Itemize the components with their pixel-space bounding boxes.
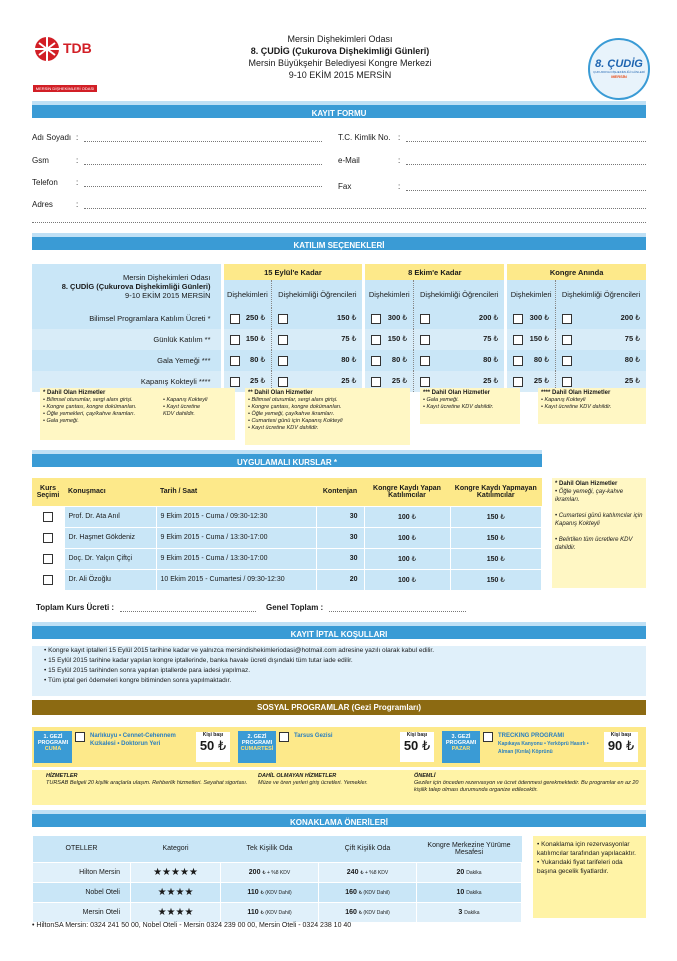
katilim-option[interactable]: 80 ₺ xyxy=(556,350,646,371)
gezi-price: 90 ₺ xyxy=(604,738,638,754)
checkbox[interactable] xyxy=(230,314,240,324)
kurs-row xyxy=(32,527,542,548)
katilim-row xyxy=(32,329,646,350)
note-3: *** Dahil Olan Hizmetler • Gala yemeği. • Kayıt ücretine KDV dahildir. xyxy=(420,388,520,424)
katilim-option[interactable]: 150 ₺ xyxy=(272,308,364,329)
kurslar-side-note: * Dahil Olan Hizmetler • Öğle yemeği, çay-kahve ikramları. • Cumartesi günü katılımcılar için Kapanış Kokteyli • Belirtilen tüm ücretlere KDV dahildir. xyxy=(552,478,646,588)
checkbox[interactable] xyxy=(420,377,430,387)
checkbox[interactable] xyxy=(420,356,430,366)
kurs-checkbox[interactable] xyxy=(43,533,53,543)
katilim-option[interactable]: 200 ₺ xyxy=(556,308,646,329)
field-telefon[interactable]: Telefon : xyxy=(32,178,322,187)
checkbox[interactable] xyxy=(230,356,240,366)
otel-name: Nobel Oteli xyxy=(33,882,131,902)
iptal-item: • 15 Eylül 2015 tarihinden sonra yapılan iptallerde para iadesi yapılmaz. xyxy=(44,667,251,674)
kurs-price-b: 150 ₺ xyxy=(487,535,505,542)
kurs-row xyxy=(32,548,542,569)
tdb-logo-sub: MERSİN DİŞHEKİMLERİ ODASI xyxy=(33,85,97,92)
kurs-price-b: 150 ₺ xyxy=(487,577,505,584)
katilim-intro: Mersin Dişhekimleri Odası 8. ÇUDİG (Çukurova Dişhekimliği Günleri) 9-10 EKİM 2015 MERSİN xyxy=(32,264,222,308)
checkbox[interactable] xyxy=(562,335,572,345)
sub-dishekimleri: Dişhekimleri xyxy=(506,280,556,308)
header-org: Mersin Dişhekimleri Odası xyxy=(287,34,393,44)
tdb-logo xyxy=(33,33,97,97)
kurs-price-a: 100 ₺ xyxy=(398,556,416,563)
checkbox[interactable] xyxy=(371,314,381,324)
konaklama-header: KONAKLAMA ÖNERİLERİ xyxy=(32,810,646,827)
cudig-logo xyxy=(588,38,650,100)
konaklama-side-note: • Konaklama için rezervasyonlar katılımcılar tarafından yapılacaktır. • Yukarıdaki fiyat tarifeleri oda başına gecelik fiyatlardır. xyxy=(533,836,646,918)
iptal-item: • Kongre kayıt iptalleri 15 Eylül 2015 tarihine kadar ve yalnızca mersindishekimleriodasi@hotmail.com adresine yazılı olarak kabul edilir. xyxy=(44,647,435,654)
katilim-option[interactable]: 80 ₺ xyxy=(364,350,414,371)
checkbox[interactable] xyxy=(513,314,523,324)
checkbox[interactable] xyxy=(371,335,381,345)
katilim-option[interactable]: 300 ₺ xyxy=(506,308,556,329)
kurs-price-a: 100 ₺ xyxy=(398,535,416,542)
sosyal-header: SOSYAL PROGRAMLAR (Gezi Programları) xyxy=(32,700,646,715)
konaklama-table: OTELLER Kategori Tek Kişilik Oda Çift Kişilik Oda Kongre Merkezine Yürüme Mesafesi Hilton Mersin ★★★★★ 200 ₺ + %8 KDV 240 ₺ + %8 KDV 20 Dakika Nobel Oteli ★★★★ 110 ₺ (KDV Dahil) 160 ₺ (KDV Dahil) 10 Dakika Mersin Oteli ★★★★ 110 ₺ (KDV Dahil) 160 ₺ (KDV Dahil) 3 Dakika xyxy=(32,836,522,923)
checkbox[interactable] xyxy=(513,335,523,345)
gezi-checkbox[interactable] xyxy=(483,732,493,742)
kurs-date: 9 Ekim 2015 - Cuma / 13:30-17:00 xyxy=(156,527,316,548)
gezi-day: CUMA xyxy=(44,746,62,752)
kayit-formu-header: KAYIT FORMU xyxy=(32,101,646,118)
kurs-row xyxy=(32,506,542,527)
iptal-item: • 15 Eylül 2015 tarihine kadar yapılan kongre iptallerinde, banka havale ücreti dışındaki tüm tutar iade edilir. xyxy=(44,657,353,664)
otel-phones: • HiltonSA Mersin: 0324 241 50 00, Nobel Oteli - Mersin 0324 239 00 00, Mersin Oteli - 0324 238 10 40 xyxy=(32,922,352,929)
kurs-price-a: 100 ₺ xyxy=(398,514,416,521)
katilim-option[interactable]: 150 ₺ xyxy=(506,329,556,350)
katilim-option[interactable]: 300 ₺ xyxy=(364,308,414,329)
katilim-row xyxy=(32,308,646,329)
katilim-option[interactable]: 25 ₺ xyxy=(506,371,556,392)
katilim-table xyxy=(32,264,646,392)
field-gsm[interactable]: Gsm : xyxy=(32,156,322,165)
otel-name: Mersin Oteli xyxy=(33,902,131,922)
gezi-tag: 3. GEZİ PROGRAMI xyxy=(445,734,477,746)
kurs-price-a: 100 ₺ xyxy=(398,577,416,584)
gezi-price-label: Kişi başı xyxy=(202,732,224,738)
checkbox[interactable] xyxy=(230,377,240,387)
kurs-row xyxy=(32,569,542,590)
star-rating-icon: ★★★★ xyxy=(131,882,221,902)
group-15-eylul: 15 Eylül'e Kadar xyxy=(222,264,364,280)
gezi-price: 50 ₺ xyxy=(196,738,230,754)
gezi-program-1[interactable] xyxy=(32,729,232,765)
gezi-price-label: Kişi başı xyxy=(406,732,428,738)
sub-dishekimleri: Dişhekimleri xyxy=(222,280,272,308)
gezi-day: PAZAR xyxy=(451,746,471,752)
katilim-option[interactable]: 150 ₺ xyxy=(222,329,272,350)
iptal-header: KAYIT İPTAL KOŞULLARI xyxy=(32,622,646,639)
katilim-option[interactable]: 75 ₺ xyxy=(414,329,506,350)
katilim-option[interactable]: 80 ₺ xyxy=(272,350,364,371)
header-venue: Mersin Büyükşehir Belediyesi Kongre Merkezi xyxy=(248,58,432,68)
checkbox[interactable] xyxy=(562,314,572,324)
katilim-row-label: Günlük Katılım ** xyxy=(32,329,222,350)
checkbox[interactable] xyxy=(278,314,288,324)
otel-name: Hilton Mersin xyxy=(33,862,131,882)
checkbox[interactable] xyxy=(420,314,430,324)
katilim-row xyxy=(32,350,646,371)
header-event: 8. ÇUDİG (Çukurova Dişhekimliği Günleri) xyxy=(250,46,430,56)
otel-row: Hilton Mersin ★★★★★ 200 ₺ + %8 KDV 240 ₺ + %8 KDV 20 Dakika xyxy=(33,862,522,882)
katilim-option[interactable]: 250 ₺ xyxy=(222,308,272,329)
kurs-speaker: Dr. Haşmet Gökdeniz xyxy=(64,527,156,548)
kurs-speaker: Prof. Dr. Ata Anıl xyxy=(64,506,156,527)
kurs-kontenjan: 30 xyxy=(316,527,364,548)
field-adres[interactable]: Adres : xyxy=(32,200,646,209)
checkbox[interactable] xyxy=(278,356,288,366)
cudig-logo-city: MERSİN xyxy=(611,74,627,79)
checkbox[interactable] xyxy=(513,356,523,366)
kurs-date: 9 Ekim 2015 - Cuma / 13:30-17:00 xyxy=(156,548,316,569)
kurslar-table: Kurs Seçimi Konuşmacı Tarih / Saat Kontenjan Kongre Kaydı Yapan Katılımcılar Kongre Kaydı Yapmayan Katılımcılar Prof. Dr. Ata Anıl 9 Ekim 2015 - Cuma / 09:30-12:30 30 100 ₺ 150 ₺ Dr. Haşmet Gökdeniz 9 Ekim 2015 - Cuma / 13:30-17:00 30 100 ₺ 150 ₺ Doç. Dr. Yalçın Çiftçi 9 Ekim 2015 - Cuma / 13:30-17:00 30 100 ₺ 150 ₺ Dr. Ali Özoğlu 10 Ekim 2015 - Cumartesi / 09:30-12:30 20 100 ₺ 150 ₺ xyxy=(32,478,542,591)
kurs-price-b: 150 ₺ xyxy=(487,556,505,563)
otel-row: Nobel Oteli ★★★★ 110 ₺ (KDV Dahil) 160 ₺ (KDV Dahil) 10 Dakika xyxy=(33,882,522,902)
katilim-option[interactable]: 25 ₺ xyxy=(272,371,364,392)
katilim-option[interactable]: 150 ₺ xyxy=(364,329,414,350)
kurs-kontenjan: 20 xyxy=(316,569,364,590)
katilim-row-label: Bilimsel Programlara Katılım Ücreti * xyxy=(32,308,222,329)
gezi-checkbox[interactable] xyxy=(279,732,289,742)
sub-ogrenciler: Dişhekimliği Öğrencileri xyxy=(556,280,646,308)
kurs-checkbox[interactable] xyxy=(43,575,53,585)
iptal-list xyxy=(32,646,646,696)
katilim-header: KATILIM SEÇENEKLERİ xyxy=(32,233,646,250)
otel-row: Mersin Oteli ★★★★ 110 ₺ (KDV Dahil) 160 ₺ (KDV Dahil) 3 Dakika xyxy=(33,902,522,922)
checkbox[interactable] xyxy=(278,377,288,387)
star-rating-icon: ★★★★★ xyxy=(131,862,221,882)
katilim-option[interactable]: 75 ₺ xyxy=(272,329,364,350)
kurs-date: 10 Ekim 2015 - Cumartesi / 09:30-12:30 xyxy=(156,569,316,590)
checkbox[interactable] xyxy=(562,356,572,366)
gezi-checkbox[interactable] xyxy=(75,732,85,742)
kurs-speaker: Dr. Ali Özoğlu xyxy=(64,569,156,590)
kurs-kontenjan: 30 xyxy=(316,506,364,527)
header-text xyxy=(180,33,500,81)
field-adi-soyadi[interactable]: Adı Soyadı : xyxy=(32,133,322,142)
cudig-logo-sub: ÇUKUROVA DİŞHEKİMLİĞİ GÜNLERİ xyxy=(593,70,645,74)
katilim-option[interactable]: 25 ₺ xyxy=(556,371,646,392)
header-dates: 9-10 EKİM 2015 MERSİN xyxy=(288,70,392,80)
field-tc-kimlik[interactable]: T.C. Kimlik No. : xyxy=(338,133,646,142)
cudig-logo-text: 8. ÇUDİG xyxy=(595,58,643,70)
checkbox[interactable] xyxy=(371,377,381,387)
kurs-date: 9 Ekim 2015 - Cuma / 09:30-12:30 xyxy=(156,506,316,527)
gezi-price: 50 ₺ xyxy=(400,738,434,754)
katilim-option[interactable]: 75 ₺ xyxy=(556,329,646,350)
gezi-text: TRECKING PROGRAMI xyxy=(498,733,564,739)
sub-ogrenciler: Dişhekimliği Öğrencileri xyxy=(272,280,364,308)
tdb-logo-text: TDB xyxy=(63,40,92,56)
star-rating-icon: ★★★★ xyxy=(131,902,221,922)
katilim-row-label: Gala Yemeği *** xyxy=(32,350,222,371)
katilim-option[interactable]: 80 ₺ xyxy=(414,350,506,371)
kurs-checkbox[interactable] xyxy=(43,512,53,522)
checkbox[interactable] xyxy=(230,335,240,345)
note-2: ** Dahil Olan Hizmetler • Bilimsel oturumlar, sergi alanı girişi. • Kongre çantası, kongre dokümanları. • Öğle yemeği, çay/kahve ikramları. • Cumartesi günü için Kapanış Kokteyli • Kayıt ücretine KDV dahildir. xyxy=(245,388,410,445)
katilim-option[interactable]: 25 ₺ xyxy=(364,371,414,392)
kurslar-header: UYGULAMALI KURSLAR * xyxy=(32,450,542,467)
gezi-price-label: Kişi başı xyxy=(610,732,632,738)
checkbox[interactable] xyxy=(278,335,288,345)
kurs-checkbox[interactable] xyxy=(43,554,53,564)
gezi-text: Tarsus Gezisi xyxy=(294,733,333,739)
kurs-kontenjan: 30 xyxy=(316,548,364,569)
gezi-program-3[interactable] xyxy=(440,729,640,765)
gezi-day: CUMARTESİ xyxy=(240,746,274,752)
gezi-tag: 2. GEZİ PROGRAMI xyxy=(241,734,273,746)
gezi-program-2[interactable] xyxy=(236,729,436,765)
checkbox[interactable] xyxy=(420,335,430,345)
gezi-text2: Kapıkaya Kanyonu • Yerköprü Hasırlı • Alman (Kırıla) Köprünü xyxy=(498,741,589,755)
sub-ogrenciler: Dişhekimliği Öğrencileri xyxy=(414,280,506,308)
iptal-item: • Tüm iptal geri ödemeleri kongre bitiminden sonra yapılmaktadır. xyxy=(44,677,232,684)
gezi-text: Narlıkuyu • Cennet-Cehennem Kızkalesi • Doktorun Yeri xyxy=(90,733,176,747)
sosyal-notes: HİZMETLER TURSAB Belgeli 20 kişilik araçlarla ulaşım. Rehberlik hizmetleri. Seyahat sigortası. DAHİL OLMAYAN HİZMETLER Müze ve ören yerleri giriş ücretleri. Yemekler. ÖNEMLİ Geziler için önceden rezervasyon ve ücret ödenmesi gerekmektedir. Bu programlar en az 20 kişilik talep olması durumunda organize edilecektir. xyxy=(32,770,646,805)
katilim-option[interactable]: 200 ₺ xyxy=(414,308,506,329)
gezi-tag: 1. GEZİ PROGRAMI xyxy=(37,734,69,746)
checkbox[interactable] xyxy=(513,377,523,387)
group-kongre-aninda: Kongre Anında xyxy=(506,264,646,280)
field-fax[interactable]: Fax : xyxy=(338,182,646,191)
kurs-price-b: 150 ₺ xyxy=(487,514,505,521)
genel-toplam-field[interactable]: Genel Toplam : xyxy=(266,603,466,612)
toplam-kurs-ucreti-field[interactable]: Toplam Kurs Ücreti : xyxy=(36,603,256,612)
katilim-row-label: Kapanış Kokteyli **** xyxy=(32,371,222,392)
kurs-speaker: Doç. Dr. Yalçın Çiftçi xyxy=(64,548,156,569)
katilim-option[interactable]: 25 ₺ xyxy=(414,371,506,392)
katilim-option[interactable]: 80 ₺ xyxy=(222,350,272,371)
sub-dishekimleri: Dişhekimleri xyxy=(364,280,414,308)
checkbox[interactable] xyxy=(562,377,572,387)
note-4: **** Dahil Olan Hizmetler • Kapanış Kokteyli • Kayıt ücretine KDV dahildir. xyxy=(538,388,646,424)
group-8-ekim: 8 Ekim'e Kadar xyxy=(364,264,506,280)
checkbox[interactable] xyxy=(371,356,381,366)
katilim-option[interactable]: 80 ₺ xyxy=(506,350,556,371)
note-1: * Dahil Olan Hizmetler • Bilimsel oturumlar, sergi alanı girişi. • Kongre çantası, kongre dokümanları. • Öğle yemekleri, çay/kahve ikramları. • Gala yemeği. • Kapanış Kokteyli • Kayıt ücretine KDV dahildir. xyxy=(40,388,235,440)
katilim-option[interactable]: 25 ₺ xyxy=(222,371,272,392)
field-email[interactable]: e-Mail : xyxy=(338,156,646,165)
